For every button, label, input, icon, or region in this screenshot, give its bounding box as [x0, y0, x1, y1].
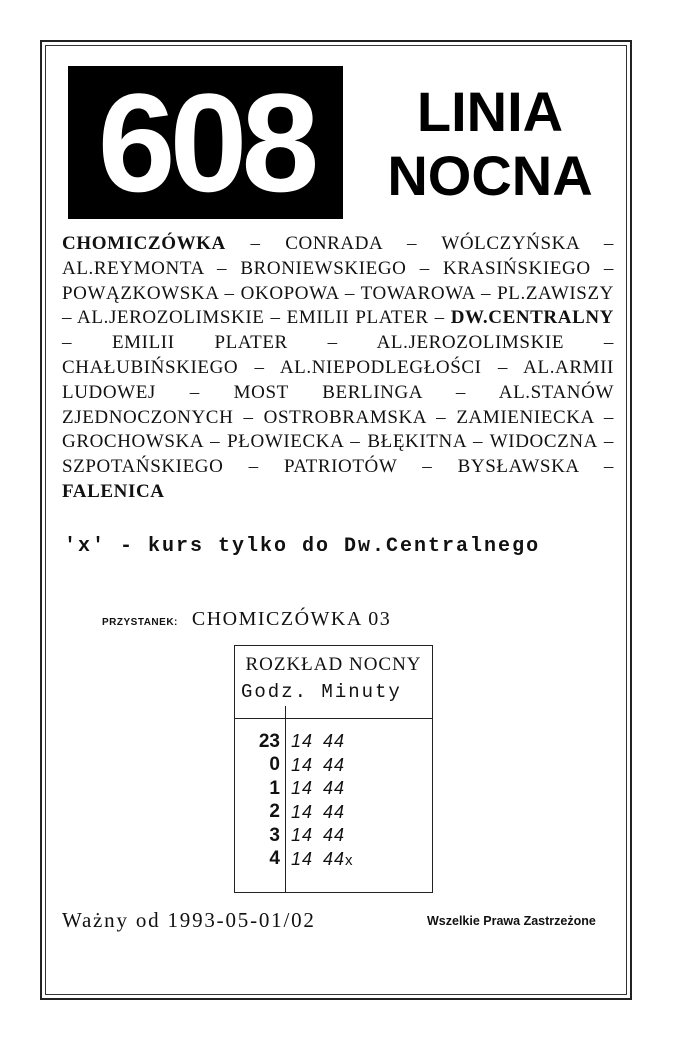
copyright-notice: Wszelkie Prawa Zastrzeżone — [427, 914, 596, 928]
hour-cell: 23 — [258, 730, 280, 752]
stop-label: PRZYSTANEK: — [102, 617, 178, 628]
stop-info — [102, 608, 391, 631]
minutes-value: 14 44 — [291, 848, 346, 869]
minutes-cell — [291, 802, 345, 823]
route-start-stop: CHOMICZÓWKA — [62, 233, 226, 254]
hour-cell: 0 — [269, 754, 280, 776]
route-segment-1: – CONRADA – WÓLCZYŃSKA – AL.REYMONTA – BRONIEWSKIEGO – KRASIŃSKIEGO – POWĄZKOWSKA – OKOPOWA – TOWAROWA – PL.ZAWISZY – AL.JEROZOLIMSKIE – EMILII PLATER – — [62, 233, 614, 329]
minutes-value: 14 44 — [291, 778, 346, 799]
hour-cell: 4 — [269, 848, 280, 870]
timetable-row — [235, 848, 432, 872]
timetable-rows — [235, 730, 432, 871]
route-end-stop: FALENICA — [62, 480, 165, 502]
hour-cell: 3 — [269, 824, 280, 846]
hour-cell: 1 — [269, 777, 280, 799]
route-mid-stop: DW.CENTRALNY — [450, 307, 614, 329]
footnote-x: 'x' - kurs tylko do Dw.Centralnego — [64, 535, 541, 558]
hour-cell: 2 — [269, 801, 280, 823]
timetable-title: ROZKŁAD NOCNY — [245, 654, 422, 675]
line-title — [360, 80, 620, 208]
timetable-row — [235, 777, 432, 801]
stop-name: CHOMICZÓWKA 03 — [191, 608, 392, 630]
minutes-value: 14 44 — [291, 825, 346, 846]
title-line-1: LINIA — [416, 80, 564, 143]
timetable-row — [235, 824, 432, 848]
minutes-cell — [291, 778, 345, 799]
route-description — [62, 232, 614, 505]
minutes-value: 14 44 — [291, 731, 346, 752]
title-line-2: NOCNA — [387, 144, 593, 207]
timetable-subheader: Godz. Minuty — [241, 681, 402, 703]
timetable-header-rule — [235, 718, 432, 719]
minutes-cell — [291, 731, 345, 752]
line-number-badge: 608 — [68, 66, 343, 219]
valid-from: Ważny od 1993-05-01/02 — [62, 908, 316, 932]
minutes-suffix: x — [345, 851, 354, 869]
timetable-row — [235, 730, 432, 754]
minutes-cell — [291, 849, 354, 870]
timetable — [234, 645, 433, 893]
timetable-row — [235, 754, 432, 778]
minutes-value: 14 44 — [291, 754, 346, 775]
minutes-cell — [291, 825, 345, 846]
minutes-cell — [291, 755, 345, 776]
minutes-value: 14 44 — [291, 801, 346, 822]
timetable-row — [235, 801, 432, 825]
route-segment-2: – EMILII PLATER – AL.JEROZOLIMSKIE – CHAŁUBIŃSKIEGO – AL.NIEPODLEGŁOŚCI – AL.ARMII LUDOWEJ – MOST BERLINGA – AL.STANÓW ZJEDNOCZONYCH – OSTROBRAMSKA – ZAMIENIECKA – GROCHOWSKA – PŁOWIECKA – BŁĘKITNA – WIDOCZNA – SZPOTAŃSKIEGO – PATRIOTÓW – BYSŁAWSKA – — [62, 332, 614, 478]
